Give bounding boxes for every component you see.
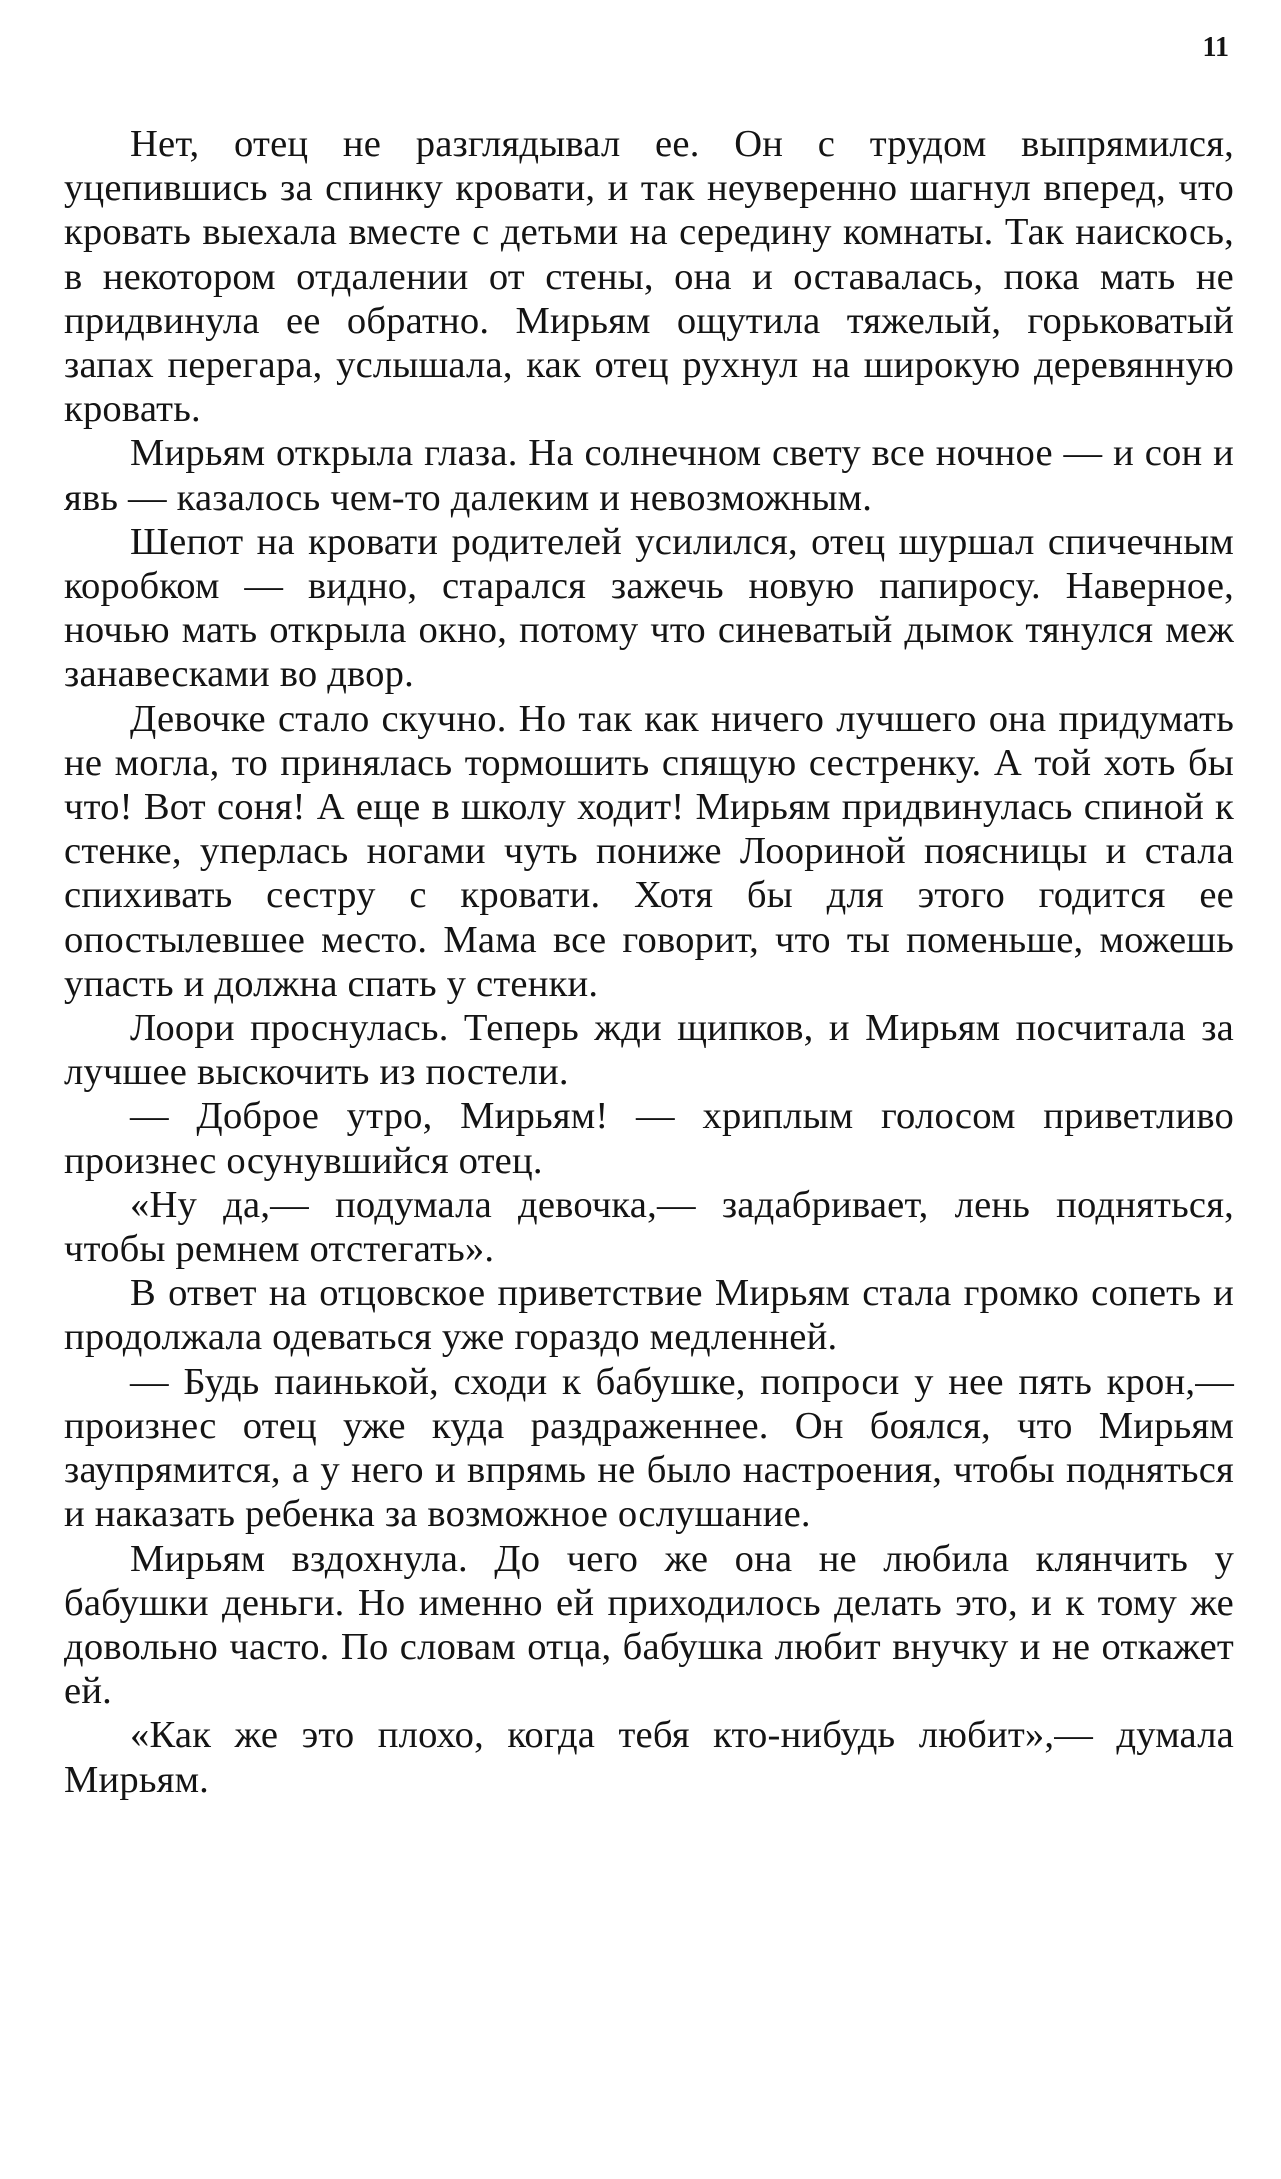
paragraph-5: Лоори проснулась. Теперь жди щипков, и Мирьям посчитала за лучшее выскочить из постели. bbox=[64, 1007, 1234, 1094]
paragraph-8: В ответ на отцовское приветствие Мирьям стала громко сопеть и продолжала одеваться уже гораздо медленней. bbox=[64, 1272, 1234, 1359]
paragraph-4: Девочке стало скучно. Но так как ничего лучшего она придумать не могла, то принялась тормошить спящую сестренку. А той хоть бы что! Вот соня! А еще в школу ходит! Мирьям придвинулась спиной к стенке, уперлась ногами чуть пониже Лоориной поясницы и стала спихивать сестру с кровати. Хотя бы для этого годится ее опостылевшее место. Мама все говорит, что ты поменьше, можешь упасть и должна спать у стенки. bbox=[64, 697, 1234, 1005]
paragraph-11: «Как же это плохо, когда тебя кто-нибудь любит»,— думала Мирьям. bbox=[64, 1714, 1234, 1801]
paragraph-9: — Будь паинькой, сходи к бабушке, попроси у нее пять крон,— произнес отец уже куда раздраженнее. Он боялся, что Мирьям заупрямится, а у него и впрямь не было настроения, чтобы подняться и наказать ребенка за возможное ослушание. bbox=[64, 1360, 1234, 1536]
paragraph-10: Мирьям вздохнула. До чего же она не любила клянчить у бабушки деньги. Но именно ей приходилось делать это, и к тому же довольно часто. По словам отца, бабушка любит внучку и не откажет ей. bbox=[64, 1537, 1234, 1713]
page-number: 11 bbox=[1202, 32, 1229, 63]
body-text bbox=[64, 122, 1234, 1802]
paragraph-6: — Доброе утро, Мирьям! — хриплым голосом приветливо произнес осунувшийся отец. bbox=[64, 1095, 1234, 1182]
paragraph-1: Нет, отец не разглядывал ее. Он с трудом выпрямился, уцепившись за спинку кровати, и так неуверенно шагнул вперед, что кровать выехала вместе с детьми на середину комнаты. Так наискось, в некотором отдалении от стены, она и оставалась, пока мать не придвинула ее обратно. Мирьям ощутила тяжелый, горьковатый запах перегара, услышала, как отец рухнул на широкую деревянную кровать. bbox=[64, 123, 1234, 431]
paragraph-7: «Ну да,— подумала девочка,— задабривает, лень подняться, чтобы ремнем отстегать». bbox=[64, 1183, 1234, 1271]
paragraph-3: Шепот на кровати родителей усилился, отец шуршал спичечным коробком — видно, старался зажечь новую папиросу. Наверное, ночью мать открыла окно, потому что синеватый дымок тянулся меж занавесками во двор. bbox=[64, 520, 1234, 696]
paragraph-2: Мирьям открыла глаза. На солнечном свету все ночное — и сон и явь — казалось чем-то далеким и невозможным. bbox=[64, 432, 1234, 519]
